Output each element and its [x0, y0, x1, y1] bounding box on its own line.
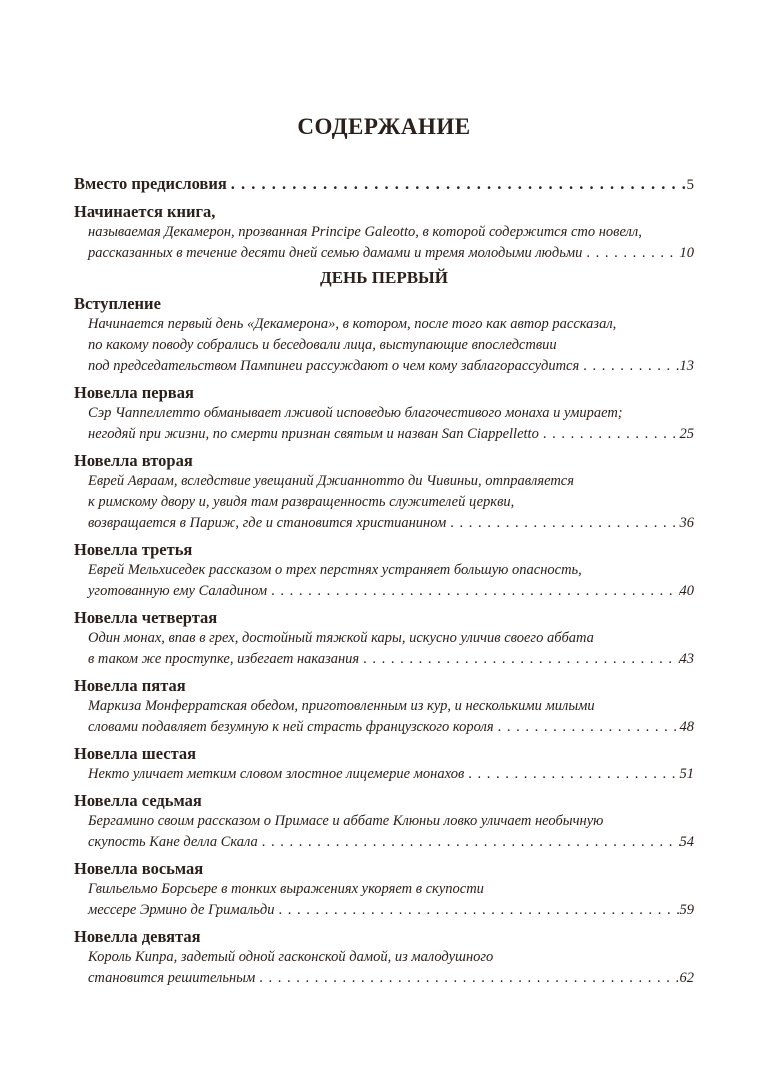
- toc-entry[interactable]: [74, 743, 694, 785]
- page-number: 40: [679, 583, 694, 599]
- entry-description-line: [74, 424, 694, 445]
- entry-description-text: Некто уличает метким словом злостное лицемерие монахов: [88, 766, 465, 782]
- entry-description-text: становится решительным: [88, 970, 256, 986]
- dot-leader: [579, 356, 679, 377]
- page-title: СОДЕРЖАНИЕ: [297, 114, 471, 139]
- entry-heading: Новелла восьмая: [74, 859, 204, 878]
- dot-leader: [494, 717, 680, 738]
- entry-heading: Новелла первая: [74, 383, 194, 402]
- page-number: 43: [679, 651, 694, 667]
- entry-description-line: Король Кипра, задетый одной гасконской дамой, из малодушного: [88, 949, 494, 965]
- entry-description-line: Еврей Авраам, вследствие увещаний Джианнотто ди Чивиньи, отправляется: [88, 473, 574, 489]
- entry-description-text: в таком же проступке, избегает наказания: [88, 651, 360, 667]
- entry-description-text: негодяй при жизни, по смерти признан святым и назван San Ciappelletto: [88, 426, 539, 442]
- entry-description-line: [74, 764, 694, 785]
- entry-description-text: скупость Кане делла Скала: [88, 834, 258, 850]
- toc-entry[interactable]: [74, 293, 694, 377]
- toc-entry[interactable]: [74, 926, 694, 989]
- entry-heading: Новелла третья: [74, 540, 193, 559]
- entry-description-line: [74, 356, 694, 377]
- entry-description-line: Гвильельмо Борсьере в тонких выражениях укоряет в скупости: [88, 881, 484, 897]
- entry-description-line: по какому поводу собрались и беседовали лица, выступающие впоследствии: [88, 337, 557, 353]
- entry-description-text: уготованную ему Саладином: [88, 583, 268, 599]
- entry-heading-text: Вместо предисловия: [74, 174, 227, 193]
- toc-entry[interactable]: [74, 382, 694, 445]
- entry-description-line: [74, 968, 694, 989]
- entry-description-line: Еврей Мельхиседек рассказом о трех перстнях устраняет большую опасность,: [88, 562, 582, 578]
- entry-description-line: Один монах, впав в грех, достойный тяжкой кары, искусно уличив своего аббата: [88, 630, 594, 646]
- dot-leader: [255, 968, 679, 989]
- entry-description-text: под председательством Пампинеи рассуждают о чем кому заблагорассудится: [88, 358, 580, 374]
- entry-description-line: Бергамино своим рассказом о Примасе и аббате Клюньи ловко уличает необычную: [88, 813, 604, 829]
- entry-heading: [74, 173, 694, 196]
- toc-entry[interactable]: [74, 201, 694, 264]
- entry-description-line: [74, 243, 694, 264]
- entry-description-line: к римскому двору и, увидя там развращенность служителей церкви,: [88, 494, 515, 510]
- toc-entry[interactable]: [74, 675, 694, 738]
- toc-entry[interactable]: [74, 539, 694, 602]
- entry-heading: Новелла пятая: [74, 676, 186, 695]
- toc-entry[interactable]: [74, 450, 694, 534]
- page-number: 25: [679, 426, 694, 442]
- entry-heading: Новелла девятая: [74, 927, 201, 946]
- toc-entry[interactable]: [74, 790, 694, 853]
- entry-description-text: возвращается в Париж, где и становится христианином: [88, 515, 447, 531]
- page-number: 62: [679, 970, 694, 986]
- entry-heading: Новелла четвертая: [74, 608, 218, 627]
- toc-entry[interactable]: [74, 858, 694, 921]
- page-number: 36: [679, 515, 694, 531]
- front-matter-section: [74, 173, 694, 264]
- entry-description-line: [74, 900, 694, 921]
- entry-description-line: Маркиза Монферратская обедом, приготовленным из кур, и несколькими милыми: [88, 698, 595, 714]
- entry-description-text: словами подавляет безумную к ней страсть французского короля: [88, 719, 494, 735]
- dot-leader: [258, 832, 680, 853]
- entry-description-line: [74, 649, 694, 670]
- page-number: 48: [679, 719, 694, 735]
- day-one-section: [74, 293, 694, 989]
- page-number: 54: [679, 834, 694, 850]
- page-number: 59: [679, 902, 694, 918]
- dot-leader: [267, 581, 679, 602]
- entry-heading: Вступление: [74, 294, 161, 313]
- dot-leader: [539, 424, 680, 445]
- entry-description-text: рассказанных в течение десяти дней семью дамами и тремя молодыми людьми: [88, 245, 583, 261]
- day-title: ДЕНЬ ПЕРВЫЙ: [320, 268, 448, 287]
- entry-heading: Начинается книга,: [74, 202, 216, 221]
- entry-description-line: называемая Декамерон, прозванная Principe Galeotto, в которой содержится сто новелл,: [88, 224, 642, 240]
- entry-description-text: мессере Эрмино де Гримальди: [88, 902, 275, 918]
- page-number: 51: [679, 766, 694, 782]
- entry-description-line: Начинается первый день «Декамерона», в котором, после того как автор рассказал,: [88, 316, 617, 332]
- dot-leader: [582, 243, 679, 264]
- entry-description-line: [74, 717, 694, 738]
- dot-leader: [274, 900, 679, 921]
- entry-heading: Новелла седьмая: [74, 791, 202, 810]
- entry-description-line: Сэр Чаппеллетто обманывает лживой исповедью благочестивого монаха и умирает;: [88, 405, 623, 421]
- entry-description-line: [74, 581, 694, 602]
- dot-leader: [227, 173, 687, 194]
- entry-heading: Новелла вторая: [74, 451, 193, 470]
- dot-leader: [446, 513, 679, 534]
- entry-heading: Новелла шестая: [74, 744, 197, 763]
- page-number: 5: [686, 177, 694, 193]
- dot-leader: [359, 649, 679, 670]
- entry-description-line: [74, 513, 694, 534]
- page-number: 10: [679, 245, 694, 261]
- dot-leader: [464, 764, 679, 785]
- toc-entry[interactable]: [74, 173, 694, 196]
- entry-description-line: [74, 832, 694, 853]
- table-of-contents: [74, 112, 694, 989]
- page-number: 13: [679, 358, 694, 374]
- toc-entry[interactable]: [74, 607, 694, 670]
